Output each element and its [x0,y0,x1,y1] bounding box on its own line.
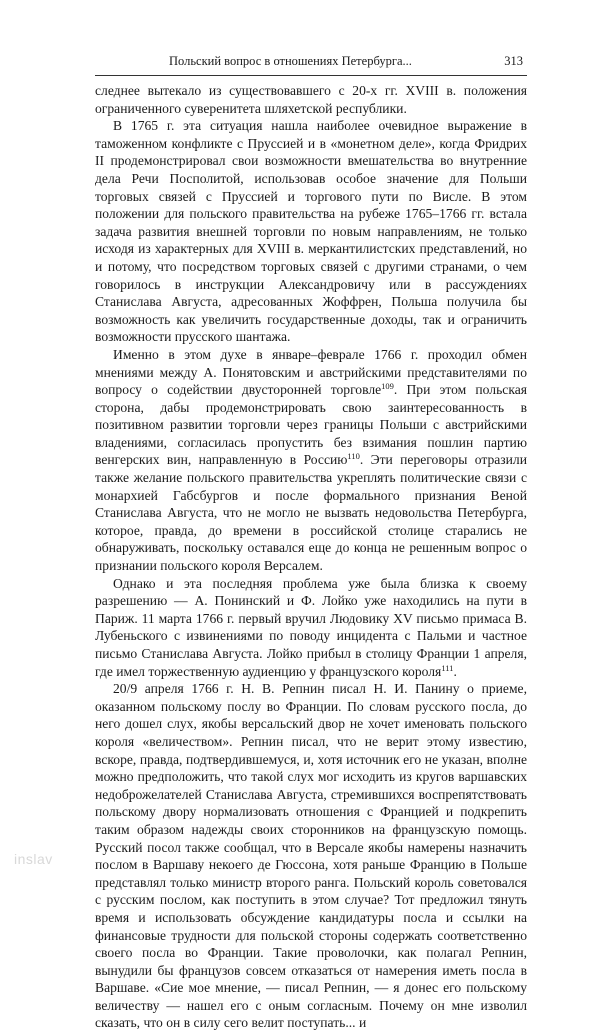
running-header [95,52,527,72]
watermark: inslav [14,851,53,867]
paragraph-text: . При этом польская сторона, дабы продемонстрировать свою заинтересованность в позитивном развитии торговли через границы Польши с австрийскими владениями, согласилась пропустить без взимания пошлин партию венгерских вин, направленную в Россию [95,382,528,468]
paragraph-text: . Эти переговоры отразили также желание польского правительства укреплять политические связи с монархией Габсбургов и после формального признания Веной Станислава Августа, что не могло не вызвать недовольства Петербурга, которое, правда, до времени в российской столице старались не обнаруживать, поскольку оставался еще до конца не решенным вопрос о признании польского короля Версалем. [95,452,527,574]
footnote-marker: 109 [381,381,394,392]
paragraph-repnin-letter: 20/9 апреля 1766 г. Н. В. Репнин писал Н. И. Панину о приеме, оказанном польскому послу во Франции. По словам русского посла, до него дошел слух, якобы версальский двор не хочет именовать польского короля «величеством». Репнин писал, что не верит этому известию, вскоре, правда, подтвердившемуся, и, хотя источник его не указан, вполне можно предположить, что такой слух мог исходить из кругов варшавских недоброжелателей Станислава Августа, стремившихся воспрепятствовать польскому двору нормализовать отношения с Францией и подкрепить таким образом надежды своих сторонников на французскую помощь. Русский посол также сообщал, что в Версале якобы намерены назначить послом в Варшаву некоего де Гюссона, хотя раньше Францию в Польше представлял только министр второго ранга. Польский король советовался с русским послом, как поступить в этом случае? Тот предложил тянуть время и использовать обсуждение кандидатуры посла и ссылки на финансовые трудности для польской стороны содержать соответственно своего посла во Франции. Такие проволочки, как полагал Репнин, вынудили бы французов совсем отказаться от намерения иметь посла в Варшаве. «Сие мое мнение, — писал Репнин, — я донес его польскому величеству — нашел его с оным согласным. Почему он мне изволил сказать, что он в силу сего велит поступать... и [95,681,527,1031]
running-title: Польский вопрос в отношениях Петербурга... [169,54,412,68]
page-number: 313 [504,54,523,68]
paragraph-text: Однако и эта последняя проблема уже была близка к своему разрешению — А. Понинский и Ф. Лойко уже находились на пути в Париж. 11 марта 1766 г. первый вручил Людовику XV письмо примаса В. Лубеньского с извинениями по поводу инцидента с Пальми и частное письмо Станислава Августа. Лойко прибыл в столицу Франции 1 апреля, где имел торжественную аудиенцию у французского короля [95,575,527,679]
header-rule [95,75,527,76]
body-text [95,82,527,1032]
paragraph-paris-mission [95,575,527,681]
paragraph-text: Именно в этом духе в январе–феврале 1766 г. проходил обмен мнениями между А. Понятовским и австрийскими представителями по вопросу о содействии двусторонней торговле [95,346,527,398]
paragraph-continuation: следнее вытекало из существовавшего с 20-х гг. XVIII в. положения ограниченного суверенитета шляхетской республики. [95,83,527,116]
paragraph-text: . [453,663,457,679]
paragraph-trade-talks [95,346,527,575]
footnote-marker: 110 [347,451,360,462]
paragraph-customs-conflict: В 1765 г. эта ситуация нашла наиболее очевидное выражение в таможенном конфликте с Пруссией и в «монетном деле», когда Фридрих II продемонстрировал свои возможности вмешательства во внутренние дела Речи Посполитой, использовав особое значение для Польши торговых связей с Пруссией и торгового пути по Висле. В этом положении для польского правительства на рубеже 1765–1766 гг. встала задача развития внешней торговли по новым направлениям, не только исходя из характерных для XVIII в. меркантилистских представлений, но и потому, что посредством торговых связей с другими странами, о чем говорилось в инструкции Александровичу или в рассуждениях Станислава Августа, адресованных Жоффрен, Польша получила бы возможность как увеличить государственные доходы, так и ограничить возможности прусского шантажа. [95,118,527,345]
footnote-marker: 111 [441,662,454,673]
